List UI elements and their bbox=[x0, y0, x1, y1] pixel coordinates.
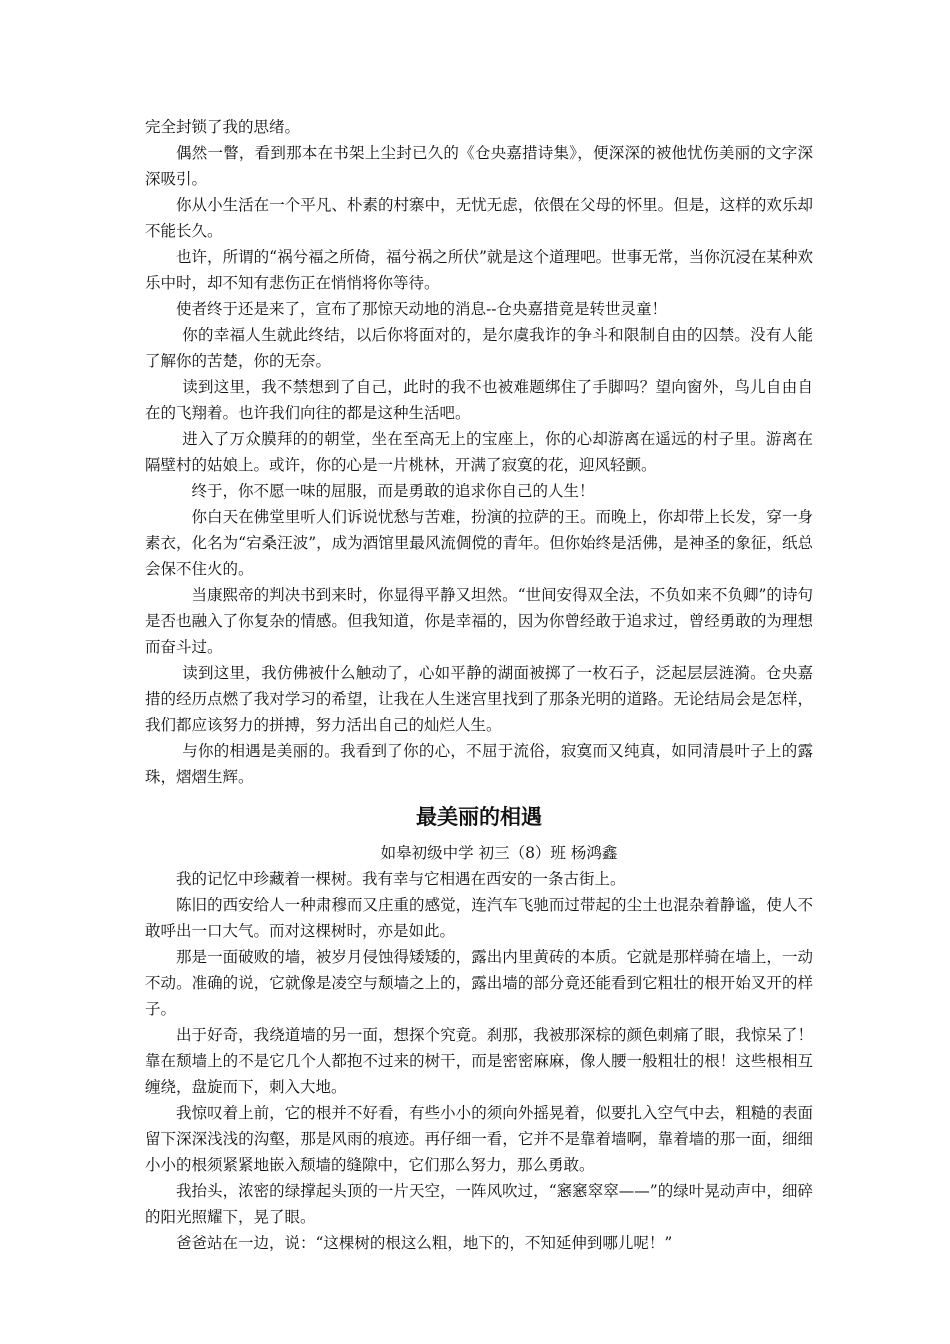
paragraph: 出于好奇，我绕道墙的另一面，想探个究竟。刹那，我被那深棕的颜色刺痛了眼，我惊呆了！靠在颓墙上的不是它几个人都抱不过来的树干，而是密密麻麻，像人腰一般粗壮的根！这些根相互缠绕，盘旋而下，刺入大地。 bbox=[145, 1026, 813, 1096]
paragraph: 与你的相遇是美丽的。我看到了你的心，不屈于流俗，寂寞而又纯真，如同清晨叶子上的露珠，熠熠生辉。 bbox=[145, 742, 813, 786]
paragraph: 使者终于还是来了，宣布了那惊天动地的消息--仓央嘉措竟是转世灵童！ bbox=[176, 300, 667, 318]
paragraph: 进入了万众膜拜的的朝堂，坐在至高无上的宝座上，你的心却游离在遥远的村子里。游离在隔壁村的姑娘上。或许，你的心是一片桃林，开满了寂寞的花，迎风轻颤。 bbox=[145, 430, 813, 474]
paragraph: 完全封锁了我的思绪。 bbox=[145, 118, 301, 136]
paragraph: 陈旧的西安给人一种肃穆而又庄重的感觉，连汽车飞驰而过带起的尘土也混杂着静谧，使人不敢呼出一口大气。而对这棵树时，亦是如此。 bbox=[145, 896, 813, 940]
paragraph: 爸爸站在一边，说：“这棵树的根这么粗，地下的，不知延伸到哪儿呢！” bbox=[176, 1234, 673, 1252]
paragraph: 我的记忆中珍藏着一棵树。我有幸与它相遇在西安的一条古街上。 bbox=[176, 870, 626, 888]
document-page bbox=[145, 114, 813, 1256]
paragraph: 当康熙帝的判决书到来时，你显得平静又坦然。“世间安得双全法，不负如来不负卿”的诗句是否也融入了你复杂的情感。但我知道，你是幸福的，因为你曾经敢于追求过，曾经勇敢的为理想而奋斗过。 bbox=[145, 586, 813, 656]
paragraph: 那是一面破败的墙，被岁月侵蚀得矮矮的，露出内里黄砖的本质。它就是那样骑在墙上，一动不动。准确的说，它就像是凌空与颓墙之上的，露出墙的部分竟还能看到它粗壮的根开始叉开的样子。 bbox=[145, 948, 813, 1018]
paragraph: 你白天在佛堂里听人们诉说忧愁与苦难，扮演的拉萨的王。而晚上，你却带上长发，穿一身素衣，化名为“宕桑汪波”，成为酒馆里最风流倜傥的青年。但你始终是活佛，是神圣的象征，纸总会保不住火的。 bbox=[145, 508, 813, 578]
author-byline: 如皋初级中学 初三（8）班 杨鸿鑫 bbox=[380, 844, 618, 862]
paragraph: 我抬头，浓密的绿撑起头顶的一片天空，一阵风吹过，“窸窸窣窣——”的绿叶晃动声中，细碎的阳光照耀下，晃了眼。 bbox=[145, 1182, 813, 1226]
paragraph: 我惊叹着上前，它的根并不好看，有些小小的须向外摇晃着，似要扎入空气中去，粗糙的表面留下深深浅浅的沟壑，那是风雨的痕迹。再仔细一看，它并不是靠着墙啊，靠着墙的那一面，细细小小的根须紧紧地嵌入颓墙的缝隙中，它们那么努力，那么勇敢。 bbox=[145, 1104, 813, 1174]
article-title: 最美丽的相遇 bbox=[416, 805, 542, 829]
paragraph: 终于，你不愿一味的屈服，而是勇敢的追求你自己的人生！ bbox=[191, 482, 595, 500]
paragraph: 偶然一瞥，看到那本在书架上尘封已久的《仓央嘉措诗集》，便深深的被他忧伤美丽的文字深深吸引。 bbox=[145, 144, 813, 188]
paragraph: 读到这里，我仿佛被什么触动了，心如平静的湖面被掷了一枚石子，泛起层层涟漪。仓央嘉措的经历点燃了我对学习的希望，让我在人生迷宫里找到了那条光明的道路。无论结局会是怎样，我们都应该努力的拼搏，努力活出自己的灿烂人生。 bbox=[145, 664, 813, 734]
paragraph: 你的幸福人生就此终结，以后你将面对的，是尔虞我诈的争斗和限制自由的囚禁。没有人能了解你的苦楚，你的无奈。 bbox=[145, 326, 813, 370]
paragraph: 也许，所谓的“祸兮福之所倚，福兮祸之所伏”就是这个道理吧。世事无常，当你沉浸在某种欢乐中时，却不知有悲伤正在悄悄将你等待。 bbox=[145, 248, 813, 292]
paragraph: 你从小生活在一个平凡、朴素的村寨中，无忧无虑，依偎在父母的怀里。但是，这样的欢乐却不能长久。 bbox=[145, 196, 813, 240]
paragraph: 读到这里，我不禁想到了自己，此时的我不也被难题绑住了手脚吗？望向窗外，鸟儿自由自在的飞翔着。也许我们向往的都是这种生活吧。 bbox=[145, 378, 813, 422]
